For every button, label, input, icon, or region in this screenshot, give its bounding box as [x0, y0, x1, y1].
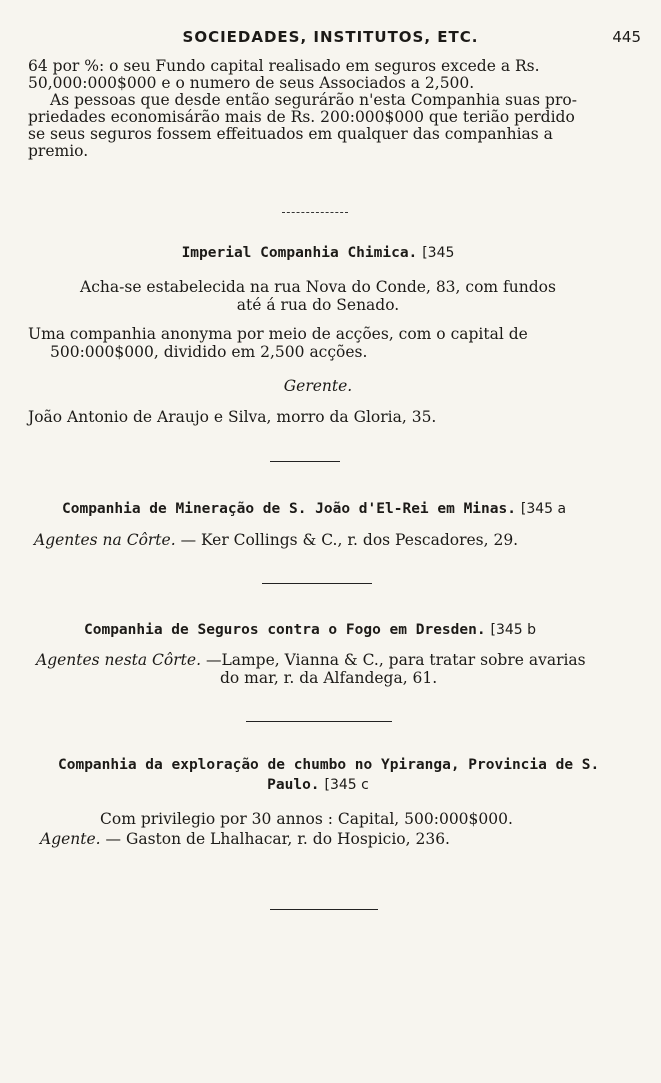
- entry-title: Companhia da exploração de chumbo no Ypiranga, Provincia de S.: [58, 757, 600, 773]
- entry-heading: [28, 243, 608, 261]
- agent-line: [40, 830, 620, 848]
- entry-line: Com privilegio por 30 annos : Capital, 500:000$000.: [100, 810, 513, 828]
- entry-title-cont: Paulo.: [267, 777, 320, 793]
- section-divider: [246, 721, 392, 722]
- entry-ref: [345 b: [490, 622, 537, 638]
- intro-line: 64 por %: o seu Fundo capital realisado em seguros excede a Rs.: [28, 58, 540, 75]
- entry-title: Companhia de Seguros contra o Fogo em Dresden.: [84, 622, 486, 638]
- agent-line-cont: do mar, r. da Alfandega, 61.: [220, 669, 438, 687]
- section-divider: [282, 212, 348, 213]
- agent-label: Agentes nesta Côrte.: [36, 651, 201, 669]
- agent-line: [34, 531, 614, 549]
- entry-heading: [62, 499, 642, 517]
- entry-line: até á rua do Senado.: [236, 296, 400, 314]
- entry-ref: [345 a: [520, 501, 567, 517]
- section-divider: [270, 909, 378, 910]
- intro-line: As pessoas que desde então segurárão n'esta Companhia suas pro-: [50, 92, 577, 109]
- running-title: SOCIEDADES, INSTITUTOS, ETC.: [182, 28, 479, 46]
- intro-paragraph: [28, 58, 594, 160]
- entry-heading: [84, 620, 661, 638]
- intro-line: premio.: [28, 143, 89, 160]
- person-line: João Antonio de Araujo e Silva, morro da Gloria, 35.: [28, 408, 437, 426]
- agent-text: — Ker Collings & C., r. dos Pescadores, 29.: [180, 531, 519, 549]
- entry-line: Acha-se estabelecida na rua Nova do Conde, 83, com fundos: [80, 278, 556, 296]
- section-divider: [262, 583, 372, 584]
- intro-line: priedades economisárão mais de Rs. 200:000$000 que terião perdido: [28, 109, 575, 126]
- entry-heading-cont: [28, 775, 608, 793]
- agent-label: Agentes na Côrte.: [34, 531, 176, 549]
- agent-text: —Lampe, Vianna & C., para tratar sobre avarias: [205, 651, 586, 669]
- entry-line: Uma companhia anonyma por meio de acções, com o capital de: [28, 325, 528, 343]
- entry-title: Companhia de Mineração de S. João d'El-Rei em Minas.: [62, 501, 516, 517]
- intro-line: 50,000:000$000 e o numero de seus Associados a 2,500.: [28, 75, 475, 92]
- section-divider: [270, 461, 340, 462]
- entry-ref: [345 c: [324, 777, 369, 793]
- page-number: 445: [612, 28, 641, 46]
- entry-title: Imperial Companhia Chimica.: [181, 245, 418, 261]
- page-header: [0, 28, 661, 50]
- agent-label: Agente.: [40, 830, 101, 848]
- entry-ref: [345: [422, 245, 455, 261]
- agent-text: — Gaston de Lhalhacar, r. do Hospicio, 236.: [105, 830, 450, 848]
- agent-line: [36, 651, 616, 669]
- role-label: Gerente.: [283, 377, 353, 395]
- intro-line: se seus seguros fossem effeituados em qualquer das companhias a: [28, 126, 553, 143]
- entry-line: 500:000$000, dividido em 2,500 acções.: [50, 343, 368, 361]
